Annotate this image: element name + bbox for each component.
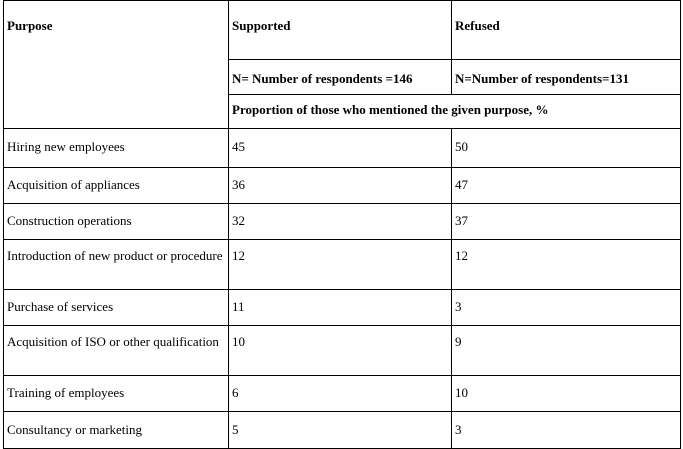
table-row	[4, 240, 681, 290]
row-supported: 5	[229, 412, 452, 449]
table-header-row	[4, 1, 681, 60]
n-refused: N=Number of respondents=131	[452, 60, 681, 95]
table-row	[4, 326, 681, 376]
row-refused: 50	[452, 129, 681, 168]
row-purpose: Purchase of services	[4, 290, 229, 326]
row-refused: 12	[452, 240, 681, 290]
row-purpose: Construction operations	[4, 204, 229, 240]
n-supported: N= Number of respondents =146	[229, 60, 452, 95]
row-supported: 10	[229, 326, 452, 376]
row-refused: 3	[452, 290, 681, 326]
header-purpose: Purpose	[4, 1, 229, 129]
row-supported: 45	[229, 129, 452, 168]
row-purpose: Introduction of new product or procedure	[4, 240, 229, 290]
header-refused: Refused	[452, 1, 681, 60]
row-supported: 12	[229, 240, 452, 290]
table-row	[4, 204, 681, 240]
row-purpose: Hiring new employees	[4, 129, 229, 168]
row-purpose: Training of employees	[4, 376, 229, 412]
table-row	[4, 412, 681, 449]
row-supported: 32	[229, 204, 452, 240]
row-purpose: Acquisition of ISO or other qualification	[4, 326, 229, 376]
row-purpose: Consultancy or marketing	[4, 412, 229, 449]
table-row	[4, 168, 681, 204]
row-refused: 10	[452, 376, 681, 412]
purpose-table	[3, 0, 681, 449]
row-supported: 36	[229, 168, 452, 204]
table-row	[4, 290, 681, 326]
proportion-caption: Proportion of those who mentioned the given purpose, %	[229, 95, 681, 129]
row-supported: 11	[229, 290, 452, 326]
row-supported: 6	[229, 376, 452, 412]
header-supported: Supported	[229, 1, 452, 60]
row-refused: 3	[452, 412, 681, 449]
row-refused: 37	[452, 204, 681, 240]
row-refused: 9	[452, 326, 681, 376]
table-row	[4, 376, 681, 412]
purpose-table-container	[3, 0, 682, 449]
row-purpose: Acquisition of appliances	[4, 168, 229, 204]
table-row	[4, 129, 681, 168]
row-refused: 47	[452, 168, 681, 204]
